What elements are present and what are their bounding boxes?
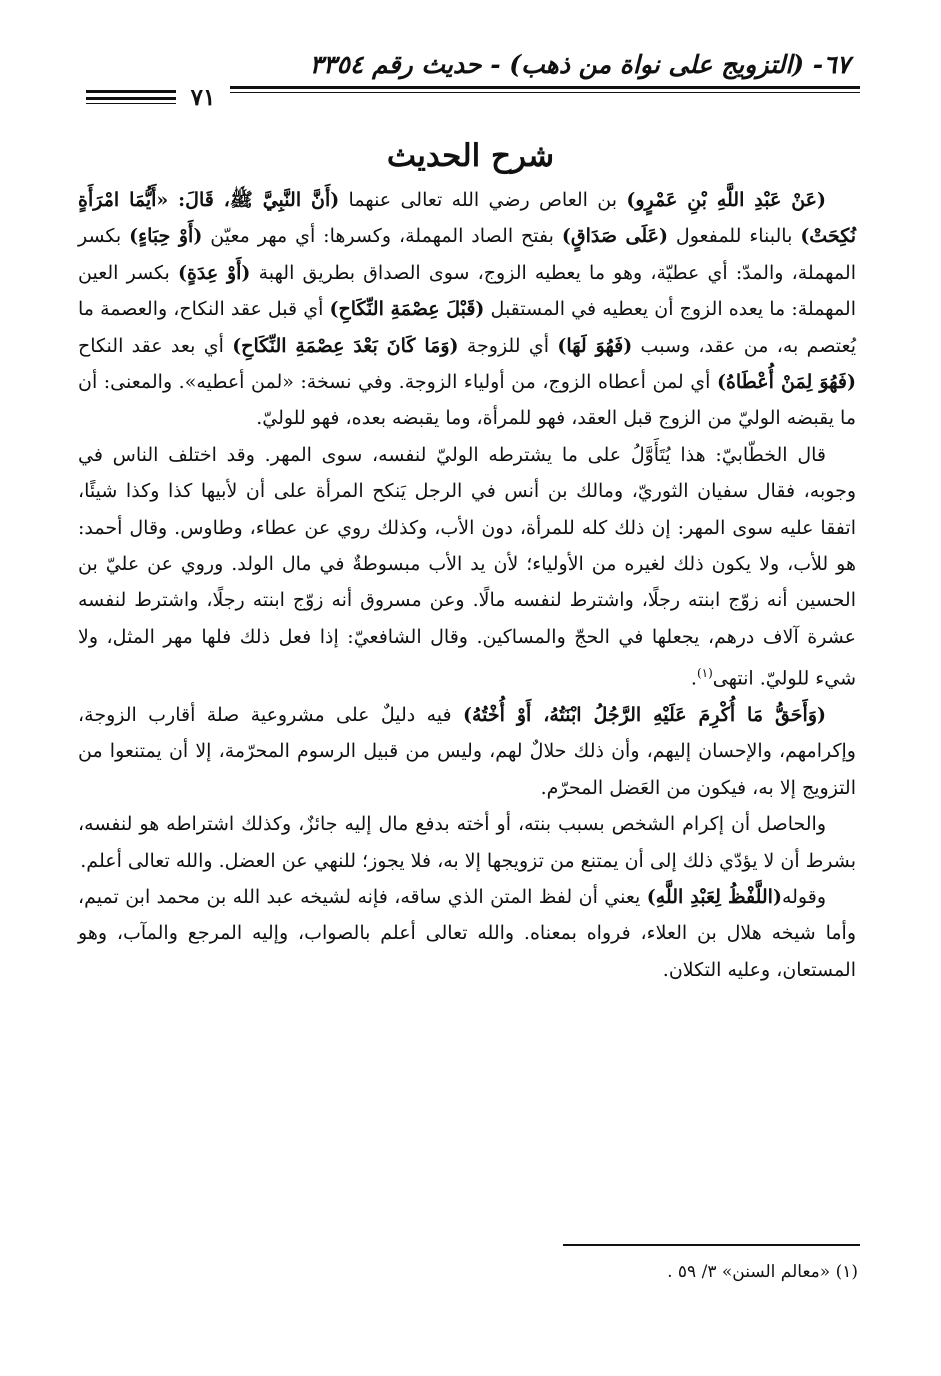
header-title: ٦٧- (التزويج على نواة من ذهب) - حديث رقم ٣٣٥٤ bbox=[309, 50, 850, 79]
paragraph bbox=[78, 182, 856, 437]
commentary-text: بالبناء للمفعول bbox=[667, 225, 801, 248]
page-number-rule-1 bbox=[86, 90, 176, 93]
commentary-text: أي بعد عقد النكاح bbox=[78, 334, 233, 357]
paragraph bbox=[78, 806, 856, 879]
commentary-text: قال الخطّابيّ: هذا يُتَأَوَّلُ على ما يشترطه الوليّ لنفسه، سوى المهر. وقد اختلف الناس في وجوبه، فقال سفيان الثوريّ، ومالك بن أنس في الرجل يَنكح المرأة على أن لأبيها كذا وكذا شيئًا، اتفقا عليه سوى المهر: إن ذلك كله للمرأة، دون الأب، وكذلك روي عن عطاء، وطاوس. وقال أحمد: هو للأب، ولا يكون ذلك لغيره من الأولياء؛ لأن يد الأب مبسوطةٌ في مال الولد. وروي عن عليّ بن الحسين أنه زوّج ابنته رجلًا، واشترط لنفسه مالًا. وعن مسروق أنه زوّج ابنته رجلًا، واشترط لنفسه عشرة آلاف درهم، يجعلها في الحجّ والمساكين. وقال الشافعيّ: إذا فعل ذلك فلها مهر المثل، ولا شيء للوليّ. انتهى bbox=[78, 443, 856, 690]
quoted-hadith-text: (عَنْ عَبْدِ اللَّهِ بْنِ عَمْرٍو) bbox=[626, 189, 826, 211]
footnote-marker: (١) bbox=[696, 666, 713, 681]
page-number: ٧١ bbox=[190, 84, 216, 111]
commentary-text: والحاصل أن إكرام الشخص بسبب بنته، أو أخته بدفع مال إليه جائزٌ، وكذلك اشتراطه هو لنفسه، بشرط أن لا يؤدّي ذلك إلى أن يمتنع من تزويجها إلا به، فلا يجوز؛ للنهي عن العضل. والله تعالى أعلم. bbox=[78, 813, 856, 872]
footnote-separator bbox=[563, 1244, 860, 1246]
commentary-text: أي لمن أعطاه الزوج، من أولياء الزوجة. وفي نسخة: «لمن أعطيه». والمعنى: أن ما يقبضه الوليّ من الزوج قبل العقد، فهو للمرأة، وما يقبضه بعده، فهو للوليّ. bbox=[78, 371, 856, 430]
commentary-text: يعني أن لفظ المتن الذي ساقه، فإنه لشيخه عبد الله بن محمد ابن تميم، وأما شيخه هلال بن العلاء، فرواه بمعناه. والله تعالى أعلم بالصواب، وإليه المرجع والمآب، وهو المستعان، وعليه التكلان. bbox=[78, 886, 856, 981]
commentary-text: بفتح الصاد المهملة، وكسرها: أي مهر معيّن bbox=[202, 225, 562, 248]
commentary-text: وقوله bbox=[781, 886, 827, 909]
paragraph bbox=[78, 697, 856, 806]
quoted-hadith-text: (أَوْ عِدَةٍ) bbox=[177, 261, 251, 284]
quoted-hadith-text: (اللَّفْظُ لِعَبْدِ اللَّهِ) bbox=[646, 886, 782, 909]
commentary-text: بكسر العين المهملة: ما يعده الزوج أن يعطيه في المستقبل bbox=[78, 261, 856, 321]
commentary-text: . bbox=[690, 667, 697, 690]
quoted-hadith-text: (عَلَى صَدَاقٍ) bbox=[561, 225, 668, 248]
section-title: شرح الحديث bbox=[386, 138, 555, 174]
header-rule-thin bbox=[230, 92, 860, 93]
quoted-hadith-text: (فَهُوَ لِمَنْ أُعْطَاهُ) bbox=[716, 371, 857, 394]
page-number-rule-3 bbox=[86, 103, 176, 104]
quoted-hadith-text: (وَمَا كَانَ بَعْدَ عِصْمَةِ النِّكَاحِ) bbox=[232, 334, 459, 357]
quoted-hadith-text: (وَأَحَقُّ مَا أُكْرِمَ عَلَيْهِ الرَّجُلُ ابْنَتُهُ، أَوْ أُخْتُهُ) bbox=[462, 704, 826, 727]
header-rule-thick bbox=[230, 86, 860, 89]
commentary-text: فيه دليلٌ على مشروعية صلة أقارب الزوجة، وإكرامهم، والإحسان إليهم، وأن ذلك حلالٌ لهم، وليس من قبيل الرسوم المحرّمة، إلا أن يمتنعوا من التزويج إلا به، فيكون من العَضل المحرّم. bbox=[78, 704, 856, 799]
commentary-text: بن العاص رضي الله تعالى عنهما bbox=[339, 189, 627, 211]
quoted-hadith-text: (أَنَّ النَّبِيَّ ﷺ، قَالَ: «أَيُّمَا امْرَأَةٍ نُكِحَتْ) bbox=[78, 189, 857, 248]
commentary-text: أي قبل عقد النكاح، والعصمة ما يُعتصم به، من عقد، وسبب bbox=[78, 298, 856, 357]
commentary-body bbox=[78, 182, 856, 988]
quoted-hadith-text: (أَوْ حِبَاءٍ) bbox=[129, 225, 203, 248]
quoted-hadith-text: (فَهُوَ لَهَا) bbox=[557, 334, 633, 357]
paragraph bbox=[78, 879, 856, 988]
commentary-text: أي للزوجة bbox=[458, 334, 558, 357]
quoted-hadith-text: (قَبْلَ عِصْمَةِ النِّكَاحِ) bbox=[329, 298, 485, 321]
paragraph bbox=[78, 437, 856, 697]
page-number-rule-2 bbox=[86, 97, 176, 100]
footnote: (١) «معالم السنن» ٣/ ٥٩ . bbox=[667, 1262, 858, 1282]
commentary-text: بكسر المهملة، والمدّ: أي عطيّة، وهو ما يعطيه الزوج، سوى الصداق بطريق الهبة bbox=[78, 225, 856, 284]
